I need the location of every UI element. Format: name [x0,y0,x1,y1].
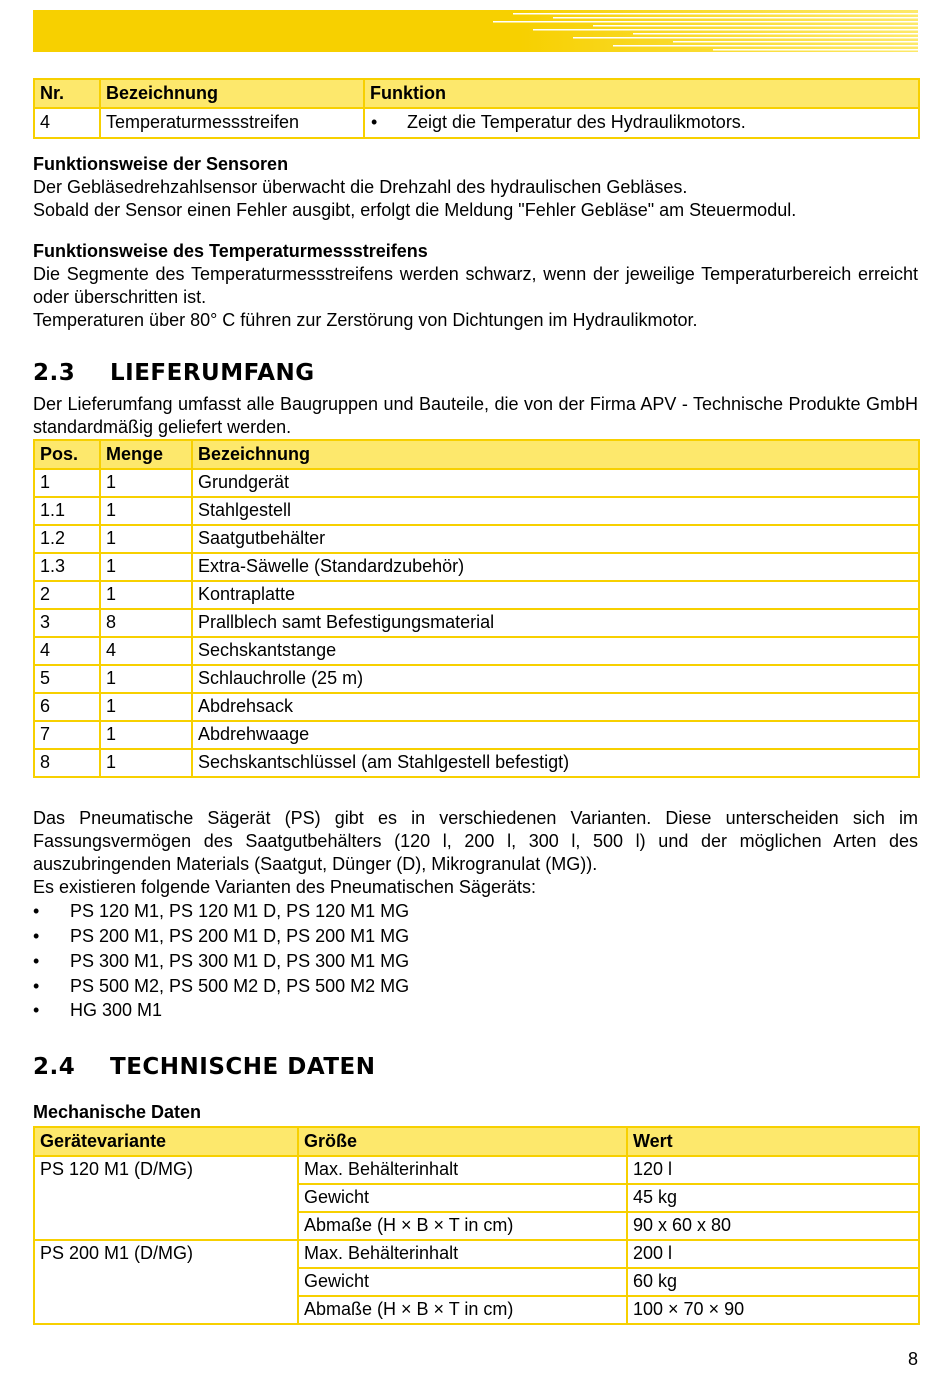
column-header: Bezeichnung [100,79,364,108]
table-cell: 7 [34,721,100,749]
section-number: 2.4 [33,1054,76,1080]
function-text: Zeigt die Temperatur des Hydraulikmotors. [407,112,746,133]
table-header-row [34,440,919,469]
table-cell: Max. Behälterinhalt [298,1156,627,1184]
table-cell: 1.2 [34,525,100,553]
table-cell: 1 [100,665,192,693]
table-row [34,581,919,609]
table-cell: 2 [34,581,100,609]
list-item: • PS 120 M1, PS 120 M1 D, PS 120 M1 MG [33,899,918,924]
variants-block [33,807,918,1023]
list-item: • HG 300 M1 [33,998,918,1023]
table-row [34,721,919,749]
table-row [34,749,919,777]
table-row [34,665,919,693]
column-header: Größe [298,1127,627,1156]
table-header-row [34,79,919,108]
table-cell: 1 [100,721,192,749]
variants-paragraph: Das Pneumatische Sägerät (PS) gibt es in verschiedenen Varianten. Diese unterscheiden sich im Fassungsvermögen des Saatgutbehälters (120 l, 200 l, 300 l, 500 l) und der möglichen Arten des auszubringenden Materials (Saatgut, Dünger (D), Mikrogranulat (MG)). [33,808,918,875]
table-cell: 4 [34,637,100,665]
table-cell: 1 [100,693,192,721]
table-row [34,525,919,553]
column-header: Gerätevariante [34,1127,298,1156]
table-row [34,637,919,665]
column-header: Menge [100,440,192,469]
list-item: • PS 200 M1, PS 200 M1 D, PS 200 M1 MG [33,924,918,949]
column-header: Wert [627,1127,919,1156]
table-cell: Extra-Säwelle (Standardzubehör) [192,553,919,581]
section-2-3-intro: Der Lieferumfang umfasst alle Baugruppen und Bauteile, die von der Firma APV - Technische Produkte GmbH standardmäßig geliefert werden. [33,394,918,438]
variant-cell: PS 200 M1 (D/MG) [34,1240,298,1324]
table-cell: 6 [34,693,100,721]
table-cell: 100 × 70 × 90 [627,1296,919,1324]
table-row [34,108,919,138]
column-header: Funktion [364,79,919,108]
sensors-heading: Funktionsweise der Sensoren [33,154,289,174]
table-cell: Abdrehwaage [192,721,919,749]
table-cell: Saatgutbehälter [192,525,919,553]
table-cell: Stahlgestell [192,497,919,525]
table-cell: 90 x 60 x 80 [627,1212,919,1240]
table-row [34,497,919,525]
strip-text-1: Die Segmente des Temperaturmessstreifens werden schwarz, wenn der jeweilige Temperaturbereich erreicht oder überschritten ist. [33,264,918,308]
table-cell: 4 [34,108,100,138]
table-cell [364,108,919,138]
list-item: • PS 500 M2, PS 500 M2 D, PS 500 M2 MG [33,974,918,999]
strip-heading: Funktionsweise des Temperaturmessstreifens [33,241,428,261]
table-cell: 8 [34,749,100,777]
header-stripe-band [33,10,918,52]
variants-list [33,899,918,1023]
column-header: Bezeichnung [192,440,919,469]
table-cell: 60 kg [627,1268,919,1296]
section-heading-2-3 [33,360,918,386]
table-cell: Schlauchrolle (25 m) [192,665,919,693]
table-cell: 1.1 [34,497,100,525]
table-cell: Prallblech samt Befestigungsmaterial [192,609,919,637]
delivery-table [33,439,920,778]
table-cell: 120 l [627,1156,919,1184]
sensors-text-1: Der Gebläsedrehzahlsensor überwacht die Drehzahl des hydraulischen Gebläses. [33,177,688,198]
table-cell: Gewicht [298,1268,627,1296]
page-number: 8 [907,1349,918,1369]
table-cell: 1 [100,749,192,777]
table-row [34,693,919,721]
table-cell: Temperaturmessstreifen [100,108,364,138]
table-cell: Grundgerät [192,469,919,497]
table-cell: Abdrehsack [192,693,919,721]
table-cell: 1.3 [34,553,100,581]
column-header: Pos. [34,440,100,469]
column-header: Nr. [34,79,100,108]
table-row [34,469,919,497]
table-cell: Abmaße (H × B × T in cm) [298,1212,627,1240]
table-row [34,609,919,637]
table-cell: 8 [100,609,192,637]
table-row [34,1156,919,1184]
table-cell: 45 kg [627,1184,919,1212]
table-cell: 3 [34,609,100,637]
section-title: LIEFERUMFANG [110,360,315,386]
table-cell: 1 [100,581,192,609]
table-cell: 1 [34,469,100,497]
table-cell: 1 [100,525,192,553]
table-cell: Abmaße (H × B × T in cm) [298,1296,627,1324]
table-header-row [34,1127,919,1156]
list-item: • PS 300 M1, PS 300 M1 D, PS 300 M1 MG [33,949,918,974]
section-number: 2.3 [33,360,76,386]
table-cell: 200 l [627,1240,919,1268]
function-table [33,78,920,139]
table-cell: Gewicht [298,1184,627,1212]
table-row [34,1240,919,1268]
mechanical-data-heading: Mechanische Daten [33,1102,202,1122]
table-row [34,553,919,581]
section-title: TECHNISCHE DATEN [110,1054,376,1080]
sensors-block [33,153,918,222]
strip-text-2: Temperaturen über 80° C führen zur Zerstörung von Dichtungen im Hydraulikmotor. [33,310,698,331]
table-cell: Kontraplatte [192,581,919,609]
table-cell: 1 [100,497,192,525]
variant-cell: PS 120 M1 (D/MG) [34,1156,298,1240]
strip-block [33,240,918,332]
table-cell: 4 [100,637,192,665]
section-heading-2-4 [33,1054,918,1080]
bullet-icon: • [371,112,378,133]
table-cell: Max. Behälterinhalt [298,1240,627,1268]
table-cell: Sechskantschlüssel (am Stahlgestell befestigt) [192,749,919,777]
table-cell: 1 [100,553,192,581]
table-cell: 5 [34,665,100,693]
table-cell: 1 [100,469,192,497]
sensors-text-2: Sobald der Sensor einen Fehler ausgibt, erfolgt die Meldung "Fehler Gebläse" am Steuermodul. [33,200,797,221]
technical-data-table [33,1126,920,1325]
variants-lead: Es existieren folgende Varianten des Pneumatischen Sägeräts: [33,877,536,898]
table-cell: Sechskantstange [192,637,919,665]
